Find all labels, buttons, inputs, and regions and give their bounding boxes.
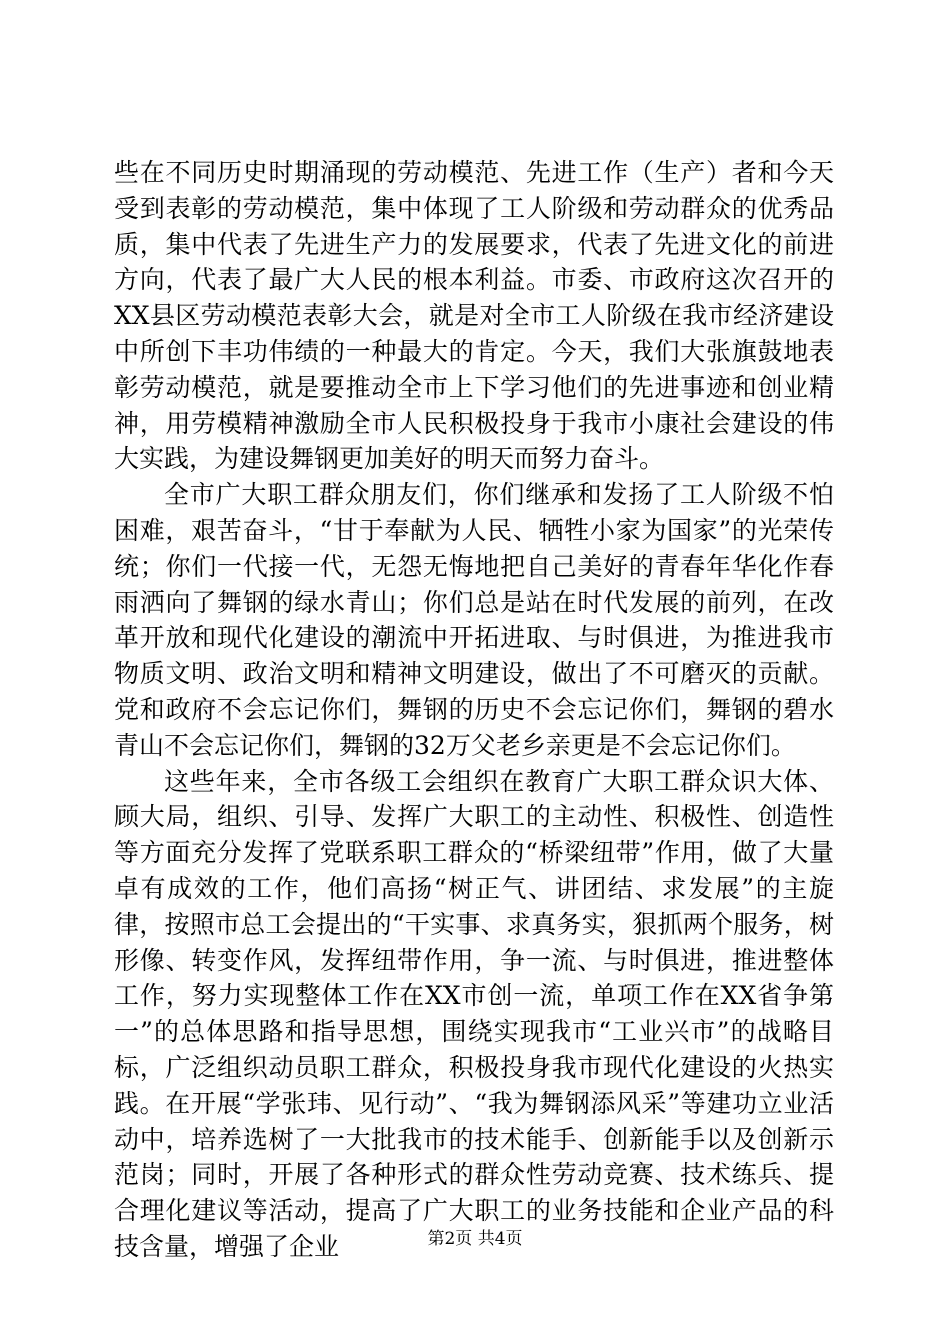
- paragraph-2: 全市广大职工群众朋友们，你们继承和发扬了工人阶级不怕困难，艰苦奋斗，“甘于奉献为人民、牺牲小家为国家”的光荣传统；你们一代接一代，无怨无悔地把自己美好的青春年华化作春雨洒向了舞钢的绿水青山；你们总是站在时代发展的前列，在改革开放和现代化建设的潮流中开拓进取、与时俱进，为推进我市物质文明、政治文明和精神文明建设，做出了不可磨灭的贡献。党和政府不会忘记你们，舞钢的历史不会忘记你们，舞钢的碧水青山不会忘记你们，舞钢的32万父老乡亲更是不会忘记你们。: [114, 480, 834, 760]
- paragraph-3: 这些年来，全市各级工会组织在教育广大职工群众识大体、顾大局，组织、引导、发挥广大职工的主动性、积极性、创造性等方面充分发挥了党联系职工群众的“桥梁纽带”作用，做了大量卓有成效的工作，他们高扬“树正气、讲团结、求发展”的主旋律，按照市总工会提出的“干实事、求真务实，狠抓两个服务，树形像、转变作风，发挥纽带作用，争一流、与时俱进，推进整体工作，努力实现整体工作在XX市创一流，单项工作在XX省争第一”的总体思路和指导思想，围绕实现我市“工业兴市”的战略目标，广泛组织动员职工群众，积极投身我市现代化建设的火热实践。在开展“学张玮、见行动”、“我为舞钢添风采”等建功立业活动中，培养选树了一大批我市的技术能手、创新能手以及创新示范岗；同时，开展了各种形式的群众性劳动竞赛、技术练兵、提合理化建议等活动，提高了广大职工的业务技能和企业产品的科技含量，增强了企业: [114, 766, 834, 1261]
- document-body: [114, 155, 834, 1265]
- paragraph-1: 些在不同历史时期涌现的劳动模范、先进工作（生产）者和今天受到表彰的劳动模范，集中体现了工人阶级和劳动群众的优秀品质，集中代表了先进生产力的发展要求，代表了先进文化的前进方向，代表了最广大人民的根本利益。市委、市政府这次召开的XX县区劳动模范表彰大会，就是对全市工人阶级在我市经济建设中所创下丰功伟绩的一种最大的肯定。今天，我们大张旗鼓地表彰劳动模范，就是要推动全市上下学习他们的先进事迹和创业精神，用劳模精神激励全市人民积极投身于我市小康社会建设的伟大实践，为建设舞钢更加美好的明天而努力奋斗。: [114, 158, 834, 474]
- page-number-footer: 第2页 共4页: [427, 1229, 523, 1249]
